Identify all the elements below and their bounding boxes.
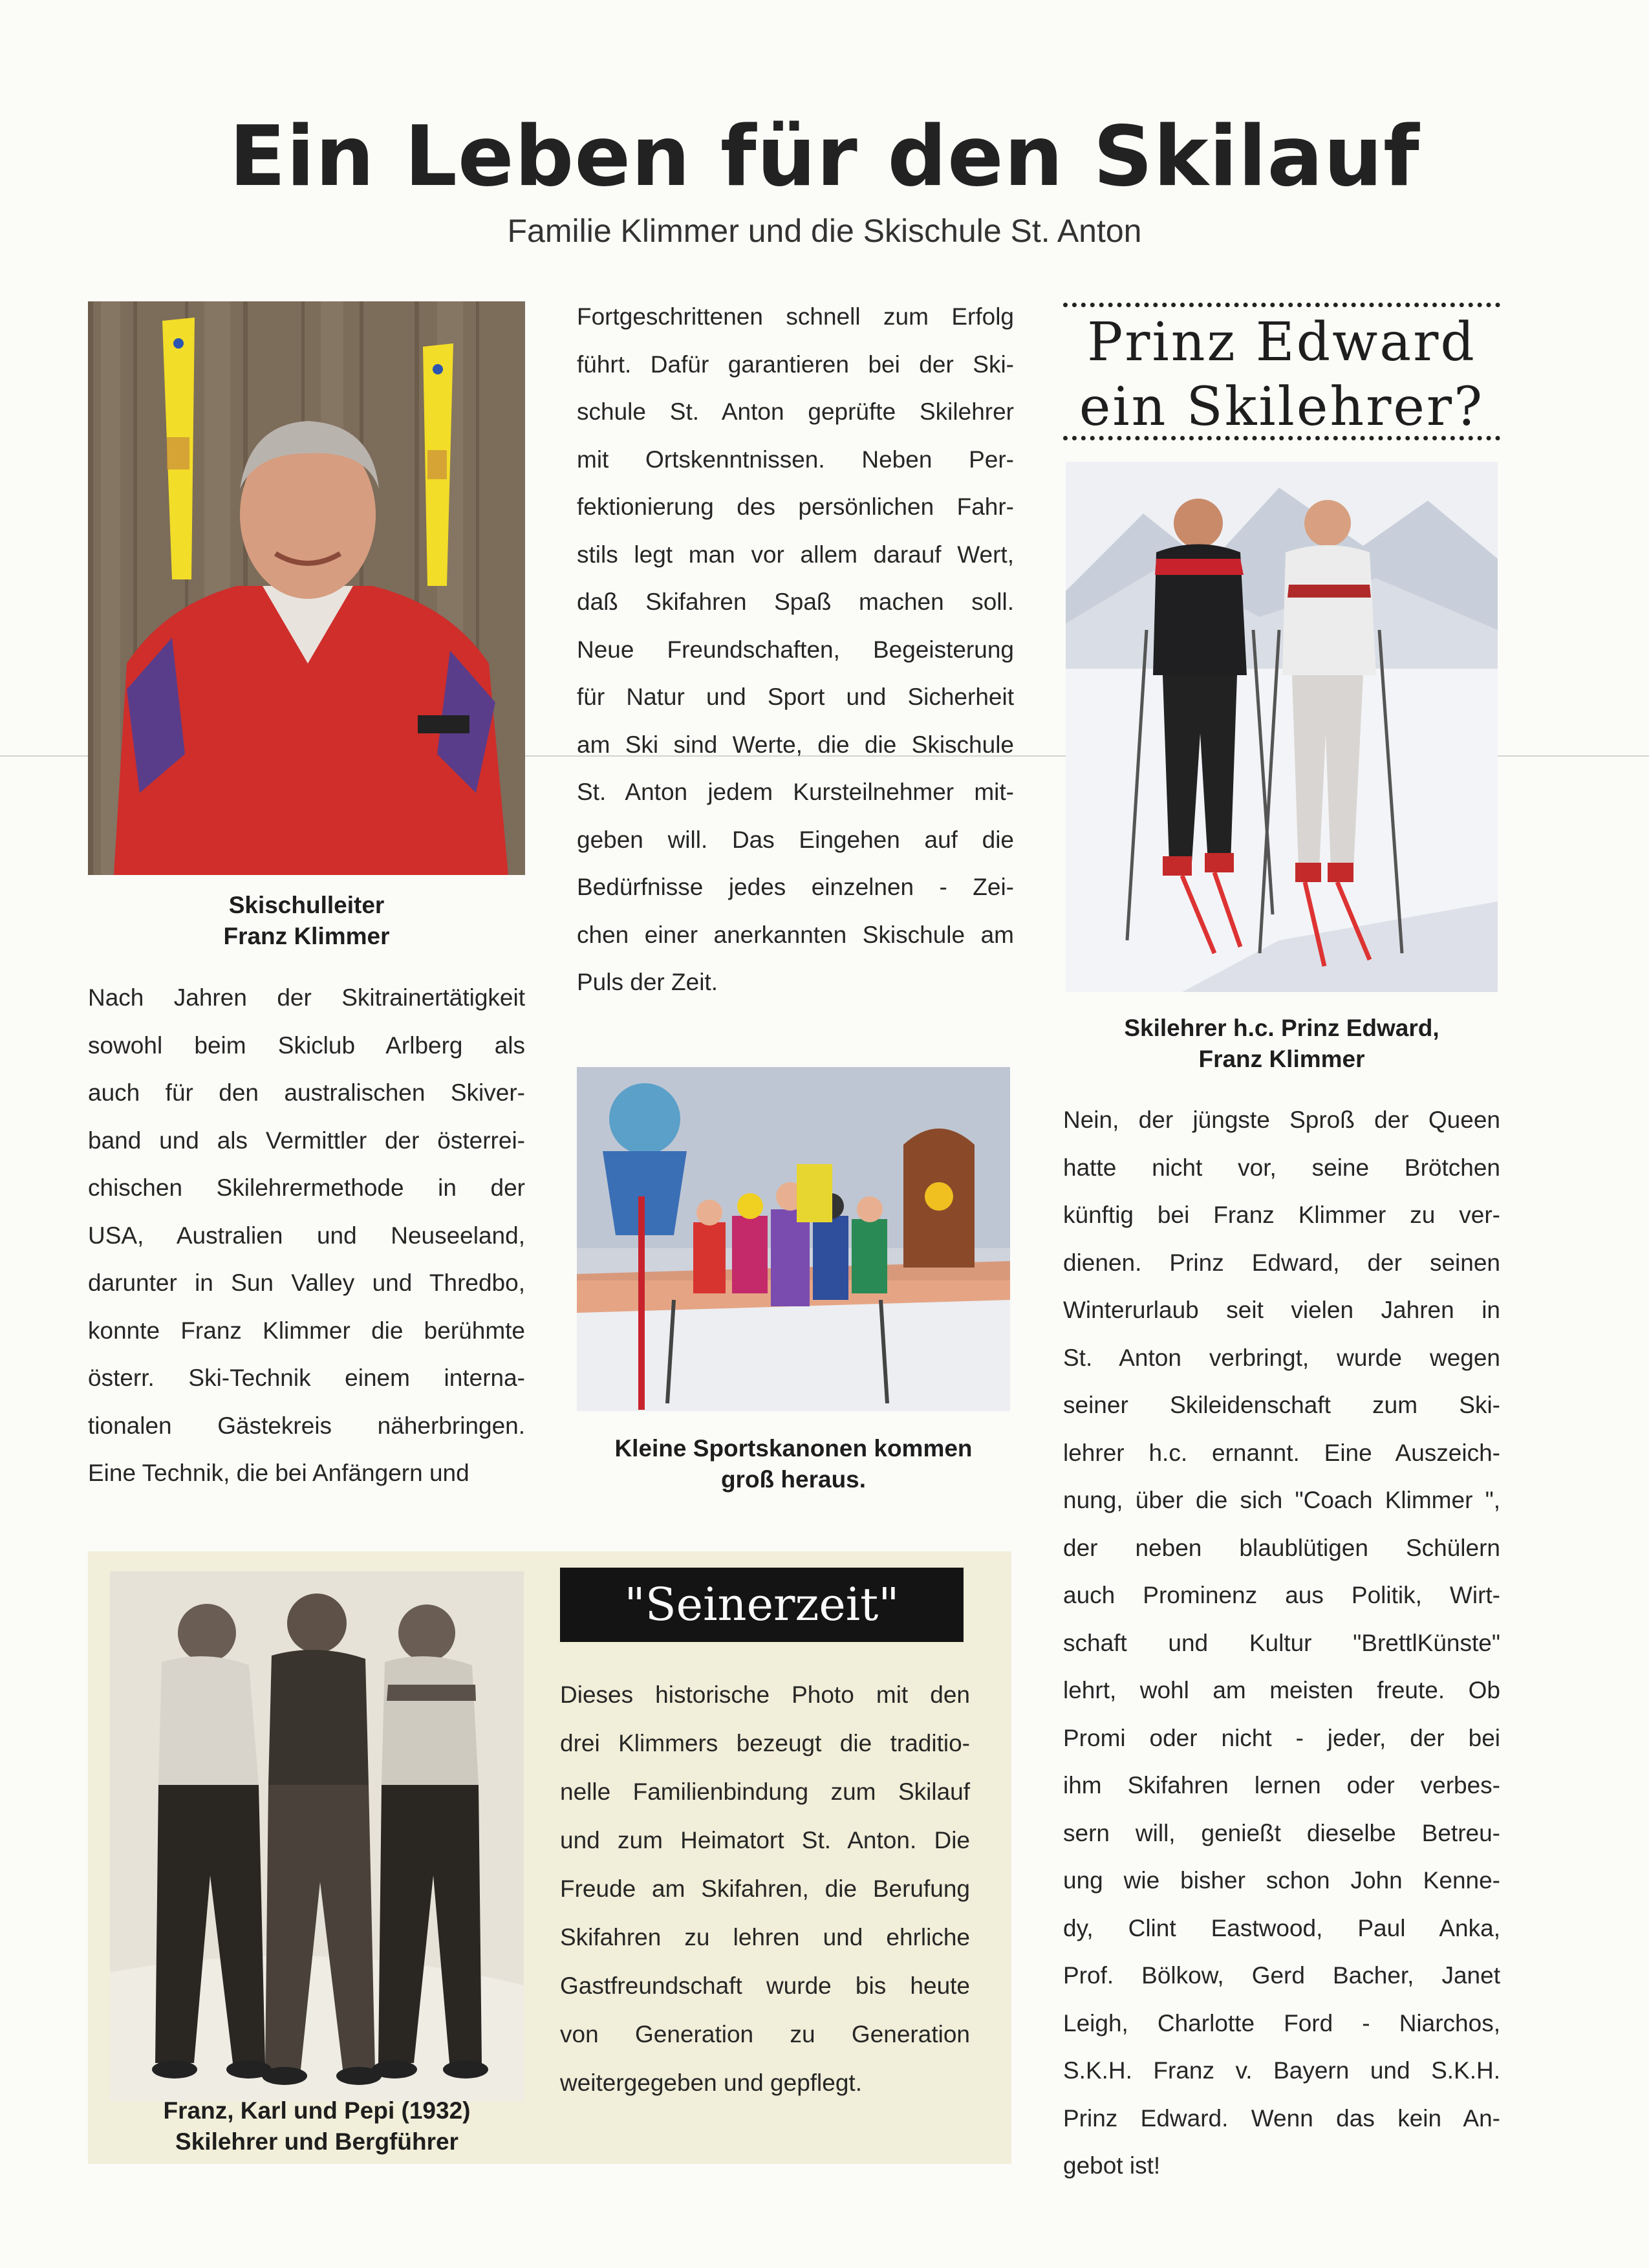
- caption-line: Franz, Karl und Pepi (1932): [163, 2097, 471, 2124]
- text-line: seiner Skileidenschaft zum Ski-: [1063, 1392, 1500, 1418]
- text-line: und zum Heimatort St. Anton. Die: [560, 1827, 970, 1853]
- text-line: auch für den australischen Skiver-: [88, 1079, 525, 1106]
- photo-klimmer-brothers-1932: [110, 1571, 524, 2102]
- left-column-text: [88, 974, 525, 1497]
- caption-line: Kleine Sportskanonen kommen: [614, 1435, 973, 1462]
- text-line: Freude am Skifahren, die Berufung: [560, 1875, 970, 1902]
- text-line: lehrer h.c. ernannt. Eine Auszeich-: [1063, 1439, 1500, 1466]
- caption-line: Skilehrer h.c. Prinz Edward,: [1124, 1015, 1439, 1041]
- text-line: S.K.H. Franz v. Bayern und S.K.H.: [1063, 2057, 1500, 2084]
- text-line: geben will. Das Eingehen auf die: [577, 826, 1014, 853]
- seinerzeit-text: [560, 1670, 970, 2107]
- text-line: Neue Freundschaften, Begeisterung: [577, 636, 1014, 663]
- heading-line: ein Skilehrer?: [1079, 376, 1485, 438]
- page-title: Ein Leben für den Skilauf: [229, 109, 1420, 205]
- text-line: dienen. Prinz Edward, der seinen: [1063, 1249, 1500, 1276]
- text-line: sowohl beim Skiclub Arlberg als: [88, 1031, 525, 1059]
- text-line: tionalen Gästekreis näherbringen.: [88, 1412, 525, 1439]
- caption-line: Skischulleiter: [228, 892, 385, 918]
- text-line: künftig bei Franz Klimmer zu ver-: [1063, 1202, 1500, 1228]
- photo-franz-klimmer: [88, 301, 525, 875]
- text-line: mit Ortskenntnissen. Neben Per-: [577, 446, 1014, 473]
- text-line: am Ski sind Werte, die die Skischule: [577, 731, 1014, 758]
- photo-caption-klimmer-brothers: [110, 2095, 524, 2157]
- photo-caption-prinz-edward: [1063, 1013, 1500, 1075]
- text-line: nung, über die sich "Coach Klimmer ",: [1063, 1487, 1500, 1513]
- text-line: lehrt, wohl am meisten freute. Ob: [1063, 1677, 1500, 1703]
- text-line: der neben blaublütigen Schülern: [1063, 1534, 1500, 1561]
- text-line: Eine Technik, die bei Anfängern und: [88, 1460, 469, 1486]
- text-line: nelle Familienbindung zum Skilauf: [560, 1778, 970, 1805]
- text-line: ung wie bisher schon John Kenne-: [1063, 1867, 1500, 1894]
- text-line: dy, Clint Eastwood, Paul Anka,: [1063, 1914, 1500, 1941]
- text-line: auch Prominenz aus Politik, Wirt-: [1063, 1582, 1500, 1608]
- text-line: fektionierung des persönlichen Fahr-: [577, 493, 1014, 520]
- text-line: band und als Vermittler der österrei-: [88, 1127, 525, 1154]
- photo-children-ski-school: [577, 1067, 1010, 1411]
- photo-prinz-edward-franz-klimmer: [1066, 462, 1498, 992]
- dotted-rule-top: [1063, 303, 1500, 307]
- text-line: Winterurlaub seit vielen Jahren in: [1063, 1297, 1500, 1323]
- text-line: gebot ist!: [1063, 2152, 1161, 2179]
- text-line: Gastfreundschaft wurde bis heute: [560, 1972, 970, 1999]
- text-line: St. Anton jedem Kursteilnehmer mit-: [577, 779, 1014, 805]
- text-line: Leigh, Charlotte Ford - Niarchos,: [1063, 2009, 1500, 2036]
- photo-caption-children: [577, 1433, 1010, 1495]
- text-line: Skifahren zu lehren und ehrliche: [560, 1924, 970, 1950]
- dotted-rule-bottom: [1063, 436, 1500, 440]
- text-line: stils legt man vor allem darauf Wert,: [577, 541, 1014, 568]
- photo-caption-franz-klimmer: [88, 890, 525, 952]
- text-line: chischen Skilehrermethode in der: [88, 1174, 525, 1201]
- text-line: für Natur und Sport und Sicherheit: [577, 684, 1014, 710]
- prinz-edward-heading: [1063, 310, 1500, 440]
- text-line: Bedürfnisse jedes einzelnen - Zei-: [577, 874, 1014, 900]
- text-line: hatte nicht vor, seine Brötchen: [1063, 1154, 1500, 1181]
- text-line: von Generation zu Generation: [560, 2021, 970, 2047]
- text-line: konnte Franz Klimmer die berühmte: [88, 1317, 525, 1344]
- text-line: schaft und Kultur "BrettlKünste": [1063, 1629, 1500, 1656]
- text-line: weitergegeben und gepflegt.: [560, 2069, 862, 2096]
- text-line: USA, Australien und Neuseeland,: [88, 1222, 525, 1249]
- caption-line: Franz Klimmer: [223, 923, 390, 949]
- text-line: darunter in Sun Valley und Thredbo,: [88, 1269, 525, 1296]
- text-line: Nein, der jüngste Sproß der Queen: [1063, 1107, 1500, 1133]
- text-line: schule St. Anton geprüfte Skilehrer: [577, 398, 1014, 425]
- text-line: daß Skifahren Spaß machen soll.: [577, 589, 1014, 615]
- text-line: drei Klimmers bezeugt die traditio-: [560, 1730, 970, 1756]
- text-line: ihm Skifahren lernen oder verbes-: [1063, 1772, 1500, 1798]
- text-line: St. Anton verbringt, wurde wegen: [1063, 1344, 1500, 1371]
- caption-line: Franz Klimmer: [1198, 1046, 1365, 1072]
- heading-line: Prinz Edward: [1087, 312, 1476, 373]
- text-line: Nach Jahren der Skitrainertätigkeit: [88, 984, 525, 1011]
- caption-line: Skilehrer und Bergführer: [175, 2128, 458, 2155]
- page-subtitle: Familie Klimmer und die Skischule St. Anton: [507, 213, 1142, 249]
- caption-line: groß heraus.: [720, 1466, 867, 1493]
- text-line: Puls der Zeit.: [577, 969, 718, 995]
- text-line: sern will, genießt dieselbe Betreu-: [1063, 1819, 1500, 1846]
- text-line: Promi oder nicht - jeder, der bei: [1063, 1724, 1500, 1751]
- text-line: österr. Ski-Technik einem interna-: [88, 1365, 525, 1391]
- text-line: führt. Dafür garantieren bei der Ski-: [577, 351, 1014, 378]
- text-line: Prinz Edward. Wenn das kein An-: [1063, 2104, 1500, 2132]
- right-column-text: [1063, 1096, 1500, 2190]
- seinerzeit-heading: "Seinerzeit": [560, 1568, 964, 1642]
- text-line: chen einer anerkannten Skischule am: [577, 921, 1014, 948]
- middle-column-text: [577, 293, 1014, 1006]
- text-line: Prof. Bölkow, Gerd Bacher, Janet: [1063, 1962, 1500, 1989]
- text-line: Fortgeschrittenen schnell zum Erfolg: [577, 303, 1014, 330]
- text-line: Dieses historische Photo mit den: [560, 1681, 970, 1708]
